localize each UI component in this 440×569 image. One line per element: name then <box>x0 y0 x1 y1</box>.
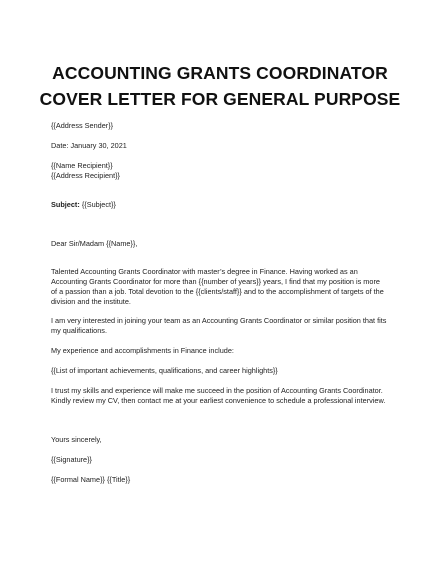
recipient-name: {{Name Recipient}} <box>51 161 113 170</box>
paragraph-1-line-2: Accounting Grants Coordinator for more than {{number of years}} years, I find that my position is more <box>51 277 380 286</box>
formal-name-title: {{Formal Name}} {{Title}} <box>51 475 131 484</box>
paragraph-5-line-2: Kindly review my CV, then contact me at your earliest convenience to schedule a professional interview. <box>51 396 386 405</box>
paragraph-1-line-1: Talented Accounting Grants Coordinator with master’s degree in Finance. Having worked as an <box>51 267 358 276</box>
salutation: Dear Sir/Madam {{Name}}, <box>51 239 138 248</box>
document-title-line-2: COVER LETTER FOR GENERAL PURPOSE <box>39 89 401 109</box>
subject-line <box>51 200 116 210</box>
paragraph-4: {{List of important achievements, qualifications, and career highlights}} <box>51 366 278 375</box>
subject-label: Subject: <box>51 200 80 209</box>
subject-value: {{Subject}} <box>79 200 116 209</box>
letter-date: Date: January 30, 2021 <box>51 141 127 150</box>
recipient-address: {{Address Recipient}} <box>51 171 120 180</box>
paragraph-2-line-1: I am very interested in joining your team as an Accounting Grants Coordinator or similar position that fits <box>51 316 387 325</box>
paragraph-5-line-1: I trust my skills and experience will make me succeed in the position of Accounting Grants Coordinator. <box>51 386 383 395</box>
paragraph-1-line-4: division and the institute. <box>51 297 131 306</box>
paragraph-1-line-3: of a passion than a job. Total devotion to the {{clients/staff}} and to the accomplishment of targets of the <box>51 287 384 296</box>
sender-address: {{Address Sender}} <box>51 121 114 130</box>
document-title-line-1: ACCOUNTING GRANTS COORDINATOR <box>52 63 388 83</box>
signature: {{Signature}} <box>51 455 92 464</box>
paragraph-3: My experience and accomplishments in Finance include: <box>51 346 234 355</box>
closing: Yours sincerely, <box>51 435 102 444</box>
paragraph-2-line-2: my qualifications. <box>51 326 107 335</box>
